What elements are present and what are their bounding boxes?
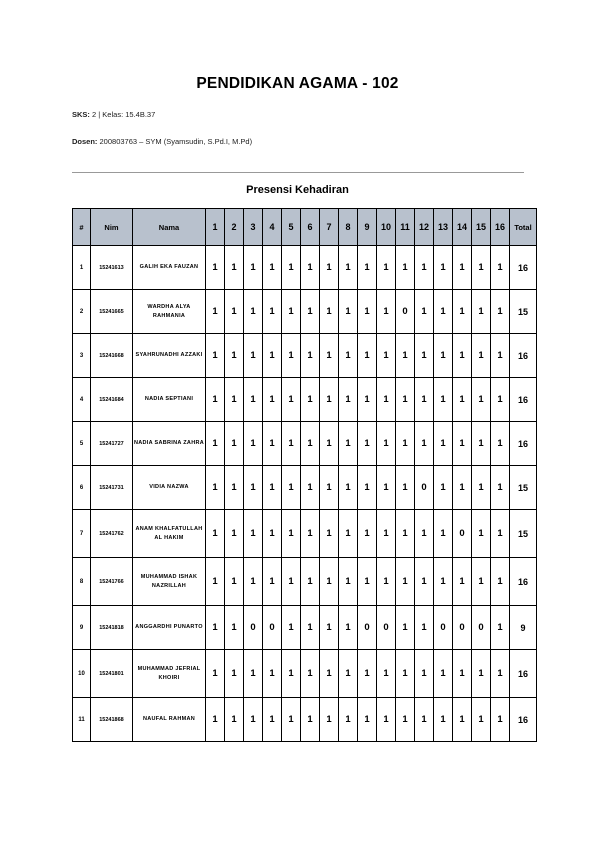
attendance-cell: 1 <box>282 558 301 606</box>
attendance-cell: 1 <box>396 606 415 650</box>
attendance-cell: 1 <box>472 246 491 290</box>
attendance-cell: 1 <box>263 290 282 334</box>
attendance-total: 9 <box>510 606 537 650</box>
table-row <box>73 378 537 422</box>
attendance-cell: 1 <box>225 246 244 290</box>
attendance-cell: 0 <box>244 606 263 650</box>
attendance-cell: 1 <box>377 422 396 466</box>
attendance-cell: 1 <box>339 510 358 558</box>
course-title: PENDIDIKAN AGAMA - 102 <box>196 75 399 92</box>
attendance-cell: 1 <box>377 650 396 698</box>
table-header-row <box>73 209 537 246</box>
attendance-cell: 1 <box>206 510 225 558</box>
attendance-cell: 1 <box>396 378 415 422</box>
column-header: 6 <box>301 209 320 246</box>
student-nim: 15241668 <box>91 334 133 378</box>
column-header: 14 <box>453 209 472 246</box>
attendance-cell: 1 <box>339 246 358 290</box>
column-header: Nama <box>133 209 206 246</box>
attendance-cell: 1 <box>358 290 377 334</box>
attendance-cell: 1 <box>301 606 320 650</box>
attendance-cell: 1 <box>396 510 415 558</box>
row-number: 10 <box>73 650 91 698</box>
attendance-cell: 1 <box>301 378 320 422</box>
attendance-cell: 0 <box>415 466 434 510</box>
attendance-cell: 1 <box>415 334 434 378</box>
attendance-cell: 1 <box>301 422 320 466</box>
attendance-cell: 1 <box>225 606 244 650</box>
attendance-cell: 1 <box>263 650 282 698</box>
attendance-cell: 1 <box>472 378 491 422</box>
row-number: 4 <box>73 378 91 422</box>
attendance-cell: 1 <box>339 466 358 510</box>
row-number: 5 <box>73 422 91 466</box>
attendance-cell: 1 <box>225 290 244 334</box>
student-name: NADIA SABRINA ZAHRA <box>133 422 206 466</box>
column-header: 5 <box>282 209 301 246</box>
attendance-cell: 1 <box>282 698 301 742</box>
attendance-cell: 1 <box>225 510 244 558</box>
table-row <box>73 422 537 466</box>
attendance-cell: 1 <box>472 558 491 606</box>
attendance-cell: 1 <box>491 466 510 510</box>
attendance-cell: 1 <box>415 558 434 606</box>
attendance-cell: 1 <box>434 246 453 290</box>
lecturer-line <box>72 137 252 146</box>
attendance-cell: 1 <box>453 334 472 378</box>
attendance-cell: 1 <box>472 466 491 510</box>
attendance-cell: 1 <box>320 246 339 290</box>
row-number: 7 <box>73 510 91 558</box>
attendance-cell: 1 <box>434 290 453 334</box>
student-nim: 15241762 <box>91 510 133 558</box>
row-number: 6 <box>73 466 91 510</box>
attendance-cell: 1 <box>453 378 472 422</box>
table-row <box>73 606 537 650</box>
attendance-cell: 1 <box>339 558 358 606</box>
attendance-cell: 1 <box>263 334 282 378</box>
attendance-cell: 1 <box>377 334 396 378</box>
attendance-cell: 1 <box>453 422 472 466</box>
attendance-total: 16 <box>510 422 537 466</box>
attendance-cell: 1 <box>339 290 358 334</box>
attendance-cell: 1 <box>225 698 244 742</box>
sks-value: 2 | Kelas: 15.4B.37 <box>92 110 156 119</box>
attendance-cell: 1 <box>415 422 434 466</box>
attendance-cell: 1 <box>244 698 263 742</box>
attendance-cell: 1 <box>358 334 377 378</box>
attendance-cell: 1 <box>320 334 339 378</box>
attendance-cell: 1 <box>244 466 263 510</box>
dosen-value: 200803763 – SYM (Syamsudin, S.Pd.I, M.Pd) <box>99 137 253 146</box>
column-header: # <box>73 209 91 246</box>
table-row <box>73 558 537 606</box>
attendance-total: 15 <box>510 290 537 334</box>
student-name: NAUFAL RAHMAN <box>133 698 206 742</box>
attendance-cell: 1 <box>263 510 282 558</box>
attendance-cell: 1 <box>301 466 320 510</box>
attendance-cell: 1 <box>244 650 263 698</box>
attendance-cell: 1 <box>358 650 377 698</box>
attendance-cell: 1 <box>453 246 472 290</box>
table-body <box>73 246 537 742</box>
column-header: 2 <box>225 209 244 246</box>
row-number: 9 <box>73 606 91 650</box>
attendance-total: 16 <box>510 378 537 422</box>
attendance-cell: 1 <box>282 510 301 558</box>
attendance-cell: 1 <box>244 334 263 378</box>
column-header: 7 <box>320 209 339 246</box>
attendance-cell: 1 <box>415 378 434 422</box>
row-number: 11 <box>73 698 91 742</box>
attendance-cell: 1 <box>472 290 491 334</box>
attendance-cell: 1 <box>263 698 282 742</box>
attendance-cell: 1 <box>415 246 434 290</box>
attendance-cell: 1 <box>320 378 339 422</box>
attendance-cell: 1 <box>339 650 358 698</box>
attendance-cell: 1 <box>396 558 415 606</box>
attendance-cell: 1 <box>301 650 320 698</box>
table-row <box>73 466 537 510</box>
attendance-cell: 0 <box>472 606 491 650</box>
dosen-label: Dosen: <box>72 137 98 146</box>
attendance-cell: 1 <box>491 698 510 742</box>
attendance-cell: 1 <box>282 422 301 466</box>
divider <box>72 172 524 173</box>
column-header: 12 <box>415 209 434 246</box>
attendance-cell: 1 <box>301 558 320 606</box>
attendance-cell: 1 <box>301 510 320 558</box>
attendance-cell: 1 <box>244 422 263 466</box>
attendance-cell: 1 <box>301 290 320 334</box>
attendance-cell: 1 <box>434 466 453 510</box>
row-number: 3 <box>73 334 91 378</box>
attendance-cell: 1 <box>358 558 377 606</box>
attendance-cell: 1 <box>301 698 320 742</box>
attendance-cell: 1 <box>491 606 510 650</box>
column-header: 13 <box>434 209 453 246</box>
attendance-cell: 1 <box>491 558 510 606</box>
student-nim: 15241727 <box>91 422 133 466</box>
attendance-cell: 1 <box>491 378 510 422</box>
attendance-total: 16 <box>510 246 537 290</box>
table-row <box>73 246 537 290</box>
student-name: MUHAMMAD JEFRIAL KHOIRI <box>133 650 206 698</box>
attendance-cell: 1 <box>206 290 225 334</box>
attendance-cell: 1 <box>225 422 244 466</box>
attendance-cell: 1 <box>320 698 339 742</box>
attendance-cell: 1 <box>396 650 415 698</box>
attendance-cell: 1 <box>339 378 358 422</box>
student-nim: 15241766 <box>91 558 133 606</box>
attendance-cell: 1 <box>396 466 415 510</box>
attendance-cell: 1 <box>206 422 225 466</box>
attendance-cell: 1 <box>339 334 358 378</box>
attendance-cell: 1 <box>396 334 415 378</box>
attendance-cell: 1 <box>282 334 301 378</box>
attendance-cell: 1 <box>396 246 415 290</box>
student-nim: 15241684 <box>91 378 133 422</box>
attendance-cell: 1 <box>358 422 377 466</box>
attendance-cell: 1 <box>377 698 396 742</box>
column-header: 15 <box>472 209 491 246</box>
attendance-total: 15 <box>510 510 537 558</box>
student-name: WARDHA ALYA RAHMANIA <box>133 290 206 334</box>
column-header: 1 <box>206 209 225 246</box>
attendance-cell: 1 <box>358 466 377 510</box>
attendance-cell: 0 <box>453 510 472 558</box>
attendance-cell: 1 <box>358 510 377 558</box>
attendance-cell: 1 <box>282 466 301 510</box>
attendance-cell: 1 <box>244 558 263 606</box>
student-name: MUHAMMAD ISHAK NAZRILLAH <box>133 558 206 606</box>
attendance-cell: 1 <box>263 246 282 290</box>
attendance-cell: 1 <box>434 558 453 606</box>
attendance-cell: 1 <box>263 422 282 466</box>
attendance-cell: 1 <box>320 558 339 606</box>
student-nim: 15241665 <box>91 290 133 334</box>
attendance-cell: 1 <box>358 698 377 742</box>
attendance-cell: 1 <box>301 334 320 378</box>
student-name: SYAHRUNADHI AZZAKI <box>133 334 206 378</box>
attendance-cell: 1 <box>434 650 453 698</box>
attendance-cell: 1 <box>415 510 434 558</box>
section-title: Presensi Kehadiran <box>246 184 349 196</box>
attendance-total: 15 <box>510 466 537 510</box>
attendance-cell: 1 <box>282 378 301 422</box>
table-row <box>73 650 537 698</box>
attendance-cell: 0 <box>434 606 453 650</box>
attendance-cell: 1 <box>320 290 339 334</box>
column-header: Nim <box>91 209 133 246</box>
attendance-cell: 1 <box>282 650 301 698</box>
attendance-cell: 1 <box>472 422 491 466</box>
student-name: VIDIA NAZWA <box>133 466 206 510</box>
attendance-cell: 1 <box>282 246 301 290</box>
table-row <box>73 698 537 742</box>
attendance-cell: 1 <box>358 246 377 290</box>
column-header: 10 <box>377 209 396 246</box>
row-number: 8 <box>73 558 91 606</box>
attendance-cell: 1 <box>263 466 282 510</box>
row-number: 1 <box>73 246 91 290</box>
column-header: 8 <box>339 209 358 246</box>
attendance-cell: 1 <box>206 466 225 510</box>
attendance-total: 16 <box>510 698 537 742</box>
attendance-cell: 1 <box>453 558 472 606</box>
attendance-total: 16 <box>510 334 537 378</box>
sks-label: SKS: <box>72 110 90 119</box>
attendance-cell: 1 <box>263 558 282 606</box>
attendance-cell: 1 <box>244 378 263 422</box>
attendance-cell: 1 <box>225 650 244 698</box>
attendance-cell: 1 <box>396 698 415 742</box>
attendance-cell: 1 <box>472 650 491 698</box>
attendance-cell: 1 <box>377 246 396 290</box>
attendance-cell: 1 <box>206 606 225 650</box>
attendance-cell: 1 <box>358 378 377 422</box>
attendance-cell: 1 <box>453 698 472 742</box>
attendance-table <box>72 208 537 742</box>
attendance-cell: 1 <box>225 466 244 510</box>
attendance-cell: 1 <box>377 558 396 606</box>
table-row <box>73 290 537 334</box>
column-header: 11 <box>396 209 415 246</box>
attendance-cell: 1 <box>225 378 244 422</box>
attendance-cell: 1 <box>225 558 244 606</box>
attendance-cell: 1 <box>491 290 510 334</box>
attendance-cell: 1 <box>434 334 453 378</box>
attendance-cell: 1 <box>491 650 510 698</box>
column-header: 16 <box>491 209 510 246</box>
attendance-cell: 1 <box>491 422 510 466</box>
attendance-cell: 0 <box>453 606 472 650</box>
attendance-cell: 1 <box>415 606 434 650</box>
column-header: 3 <box>244 209 263 246</box>
attendance-cell: 1 <box>206 698 225 742</box>
attendance-cell: 1 <box>434 422 453 466</box>
attendance-cell: 1 <box>244 510 263 558</box>
student-name: NADIA SEPTIANI <box>133 378 206 422</box>
attendance-cell: 0 <box>358 606 377 650</box>
student-nim: 15241868 <box>91 698 133 742</box>
attendance-cell: 0 <box>263 606 282 650</box>
student-name: GALIH EKA FAUZAN <box>133 246 206 290</box>
table-row <box>73 334 537 378</box>
attendance-total: 16 <box>510 558 537 606</box>
attendance-cell: 1 <box>320 466 339 510</box>
attendance-cell: 1 <box>415 290 434 334</box>
attendance-cell: 1 <box>339 422 358 466</box>
attendance-cell: 1 <box>206 650 225 698</box>
attendance-cell: 1 <box>453 466 472 510</box>
attendance-cell: 0 <box>377 606 396 650</box>
attendance-cell: 1 <box>377 290 396 334</box>
attendance-cell: 1 <box>339 698 358 742</box>
attendance-cell: 1 <box>244 290 263 334</box>
attendance-cell: 1 <box>396 422 415 466</box>
student-nim: 15241613 <box>91 246 133 290</box>
attendance-cell: 1 <box>301 246 320 290</box>
attendance-cell: 1 <box>491 246 510 290</box>
attendance-cell: 1 <box>472 334 491 378</box>
attendance-cell: 1 <box>453 650 472 698</box>
student-name: ANGGARDHI PUNARTO <box>133 606 206 650</box>
attendance-cell: 1 <box>320 650 339 698</box>
row-number: 2 <box>73 290 91 334</box>
attendance-cell: 1 <box>491 334 510 378</box>
attendance-cell: 1 <box>434 698 453 742</box>
attendance-cell: 1 <box>225 334 244 378</box>
column-header: 9 <box>358 209 377 246</box>
attendance-cell: 1 <box>377 378 396 422</box>
attendance-cell: 1 <box>206 246 225 290</box>
attendance-cell: 0 <box>396 290 415 334</box>
student-nim: 15241818 <box>91 606 133 650</box>
table-row <box>73 510 537 558</box>
attendance-cell: 1 <box>377 510 396 558</box>
attendance-cell: 1 <box>415 698 434 742</box>
sks-class-line <box>72 110 155 119</box>
attendance-cell: 1 <box>282 606 301 650</box>
attendance-cell: 1 <box>320 606 339 650</box>
student-nim: 15241731 <box>91 466 133 510</box>
attendance-cell: 1 <box>206 558 225 606</box>
attendance-cell: 1 <box>244 246 263 290</box>
attendance-cell: 1 <box>377 466 396 510</box>
attendance-total: 16 <box>510 650 537 698</box>
column-header: Total <box>510 209 537 246</box>
attendance-cell: 1 <box>434 378 453 422</box>
attendance-cell: 1 <box>263 378 282 422</box>
attendance-cell: 1 <box>206 334 225 378</box>
attendance-cell: 1 <box>453 290 472 334</box>
attendance-cell: 1 <box>472 510 491 558</box>
student-name: ANAM KHALFATULLAH AL HAKIM <box>133 510 206 558</box>
attendance-cell: 1 <box>320 422 339 466</box>
attendance-cell: 1 <box>491 510 510 558</box>
attendance-cell: 1 <box>415 650 434 698</box>
attendance-cell: 1 <box>206 378 225 422</box>
attendance-cell: 1 <box>434 510 453 558</box>
attendance-cell: 1 <box>320 510 339 558</box>
attendance-cell: 1 <box>339 606 358 650</box>
attendance-cell: 1 <box>282 290 301 334</box>
attendance-cell: 1 <box>472 698 491 742</box>
student-nim: 15241801 <box>91 650 133 698</box>
column-header: 4 <box>263 209 282 246</box>
